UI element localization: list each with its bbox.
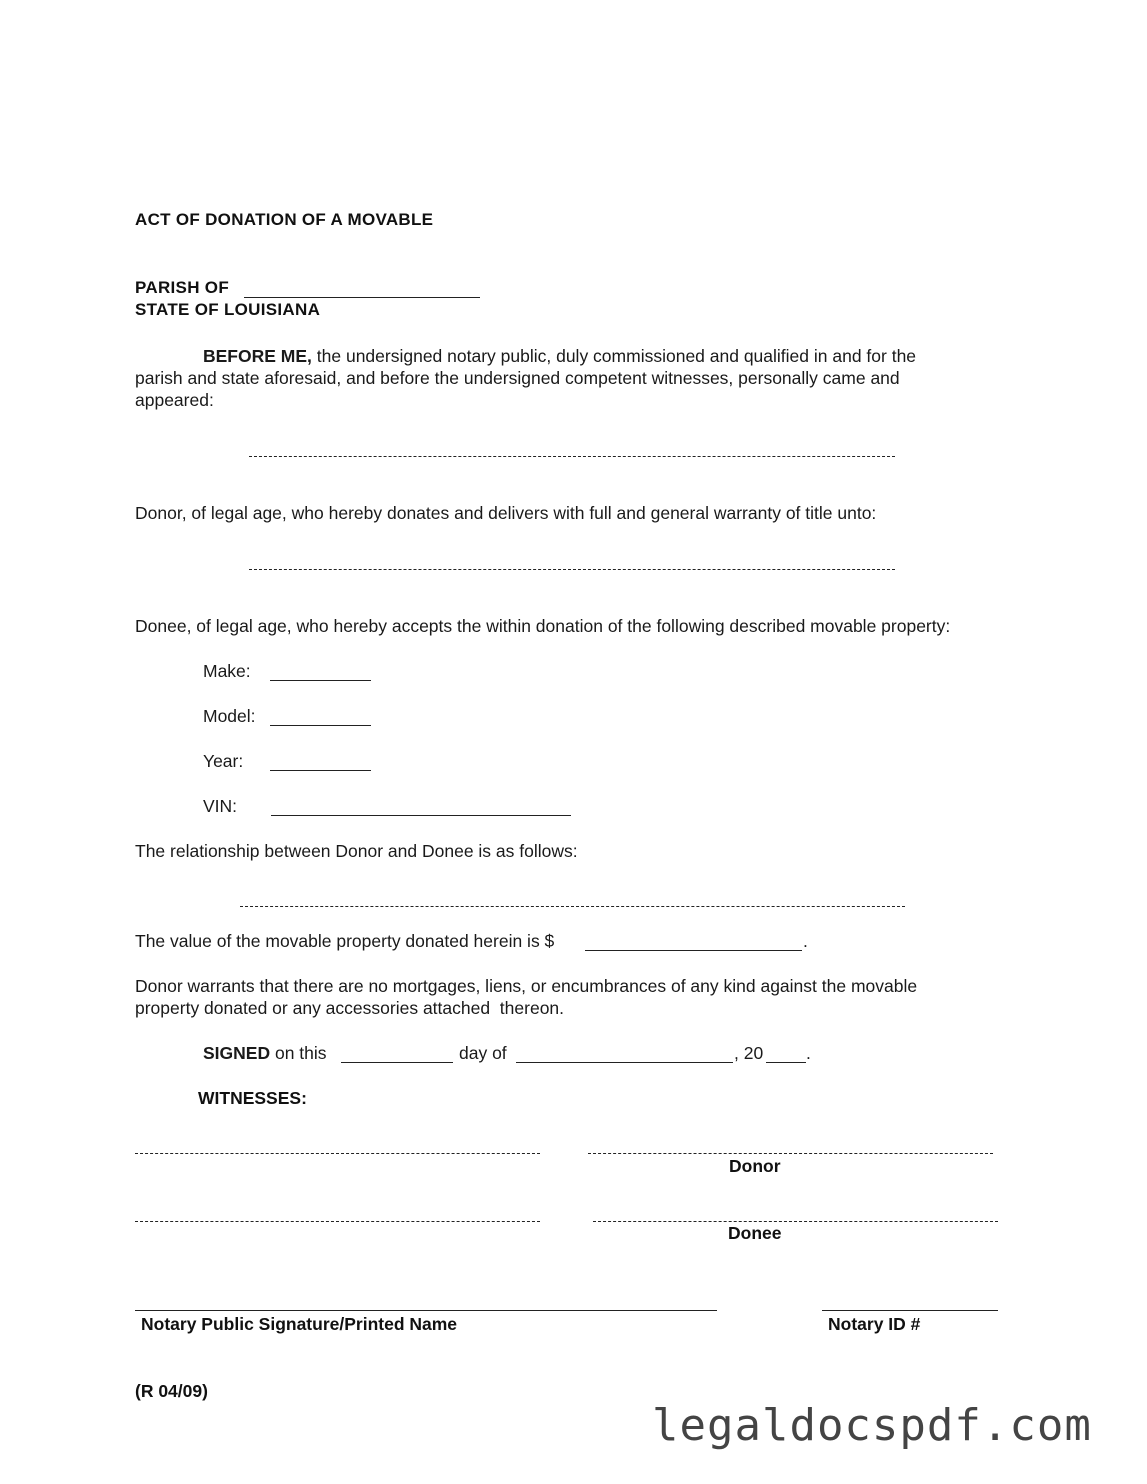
day-blank[interactable] <box>341 1062 453 1063</box>
intro-line-2: parish and state aforesaid, and before the undersigned competent witnesses, personally came and <box>135 368 900 388</box>
value-end: . <box>803 931 808 951</box>
donee-signature-blank[interactable] <box>593 1221 998 1222</box>
donor-clause: Donor, of legal age, who hereby donates and delivers with full and general warranty of title unto: <box>135 503 877 523</box>
signed-end: . <box>806 1043 811 1063</box>
month-blank[interactable] <box>516 1062 733 1063</box>
relationship-blank[interactable] <box>240 906 905 907</box>
relationship-text: The relationship between Donor and Donee is as follows: <box>135 841 578 861</box>
signed-lead <box>203 1042 327 1064</box>
intro-line-3: appeared: <box>135 390 214 410</box>
notary-signature-label: Notary Public Signature/Printed Name <box>141 1314 458 1334</box>
vin-blank[interactable] <box>271 815 571 816</box>
intro-line-1-text: the undersigned notary public, duly commissioned and qualified in and for the <box>311 346 917 366</box>
donee-clause: Donee, of legal age, who hereby accepts the within donation of the following described movable property: <box>135 616 951 636</box>
value-text: The value of the movable property donated herein is $ <box>135 931 555 951</box>
model-blank[interactable] <box>270 725 371 726</box>
witness-2-signature-blank[interactable] <box>135 1221 540 1222</box>
make-blank[interactable] <box>270 680 371 681</box>
watermark-logo: legaldocspdf.com <box>652 1400 1092 1451</box>
make-label: Make: <box>203 661 251 681</box>
donor-label: Donor <box>729 1156 781 1176</box>
document-title: ACT OF DONATION OF A MOVABLE <box>135 210 434 229</box>
signed-bold: SIGNED <box>203 1043 271 1063</box>
day-of-text: day of <box>459 1043 507 1063</box>
before-me-lead: BEFORE ME, <box>203 346 312 366</box>
warranty-line-1: Donor warrants that there are no mortgages, liens, or encumbrances of any kind against the movable <box>135 976 918 996</box>
year-label: Year: <box>203 751 244 771</box>
witnesses-label: WITNESSES: <box>198 1088 307 1108</box>
notary-id-blank[interactable] <box>822 1310 998 1311</box>
state-label: STATE OF LOUISIANA <box>135 300 321 319</box>
model-label: Model: <box>203 706 256 726</box>
donor-signature-blank[interactable] <box>588 1153 993 1154</box>
revision-code: (R 04/09) <box>135 1381 208 1401</box>
donor-name-blank[interactable] <box>249 456 895 457</box>
parish-label: PARISH OF <box>135 278 230 297</box>
year-suffix-blank[interactable] <box>766 1062 806 1063</box>
notary-signature-blank[interactable] <box>135 1310 717 1311</box>
donee-label: Donee <box>728 1223 782 1243</box>
warranty-line-2: property donated or any accessories attached thereon. <box>135 998 565 1018</box>
year-prefix-text: , 20 <box>734 1043 764 1063</box>
signed-on-this: on this <box>270 1043 327 1063</box>
donee-name-blank[interactable] <box>249 569 895 570</box>
notary-id-label: Notary ID # <box>828 1314 921 1334</box>
intro-line-1 <box>203 345 916 367</box>
parish-blank[interactable] <box>244 297 480 298</box>
witness-1-signature-blank[interactable] <box>135 1153 540 1154</box>
value-blank[interactable] <box>585 950 802 951</box>
year-blank[interactable] <box>270 770 371 771</box>
vin-label: VIN: <box>203 796 238 816</box>
